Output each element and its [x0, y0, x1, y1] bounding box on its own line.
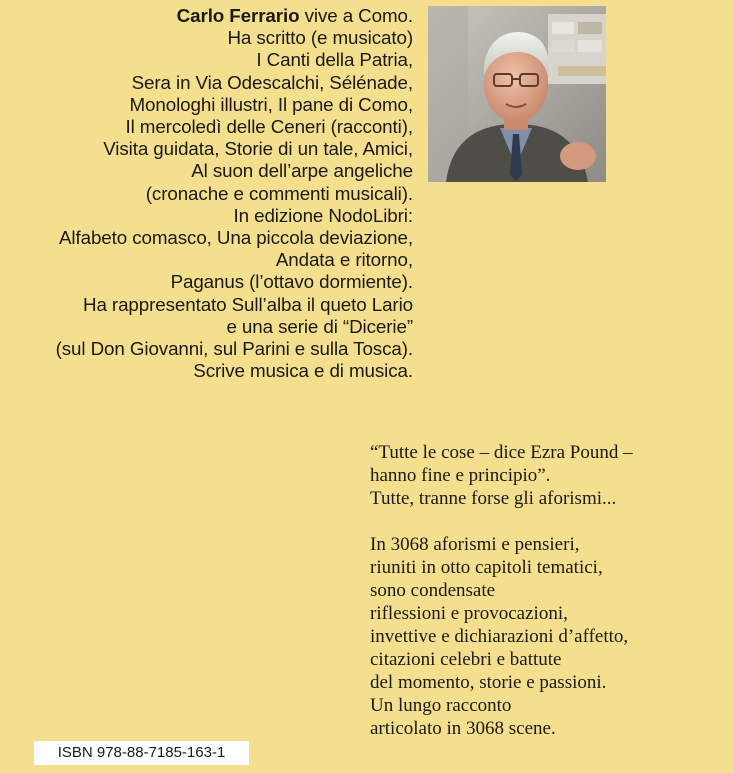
back-cover-blurb [370, 441, 730, 740]
description-line: invettive e dichiarazioni d’affetto, [370, 626, 629, 647]
bio-line: Ha rappresentato Sull’alba il queto Lario [82, 293, 413, 315]
quote-line: Tutte, tranne forse gli aforismi... [370, 488, 617, 509]
bio-line: (cronache e commenti musicali). [145, 182, 413, 204]
author-bio [8, 5, 413, 382]
paragraph-gap [370, 510, 730, 533]
bio-line: e una serie di “Dicerie” [226, 315, 413, 337]
description-line: sono condensate [370, 580, 496, 601]
bio-line: Scrive musica e di musica. [193, 360, 413, 382]
bio-line: Ha scritto (e musicato) [227, 27, 413, 49]
description-line: Un lungo racconto [370, 695, 512, 716]
bio-line: Visita guidata, Storie di un tale, Amici, [103, 138, 413, 160]
bio-line: Al suon dell’arpe angeliche [191, 160, 413, 182]
description-line: articolato in 3068 scene. [370, 718, 556, 739]
description-line: del momento, storie e passioni. [370, 672, 607, 693]
bio-line: Monologhi illustri, Il pane di Como, [129, 93, 413, 115]
bio-line: Andata e ritorno, [275, 249, 413, 271]
description-line: In 3068 aforismi e pensieri, [370, 534, 580, 555]
description-line: citazioni celebri e battute [370, 649, 562, 670]
quote-line: “Tutte le cose – dice Ezra Pound – [370, 442, 633, 463]
description-line: riflessioni e provocazioni, [370, 603, 568, 624]
isbn-label: ISBN 978-88-7185-163-1 [34, 741, 249, 765]
bio-line: In edizione NodoLibri: [233, 204, 413, 226]
author-portrait-image [428, 6, 606, 182]
bio-line: Paganus (l’ottavo dormiente). [170, 271, 413, 293]
bio-line-intro [8, 5, 413, 27]
bio-line: Sera in Via Odescalchi, Sélénade, [131, 71, 413, 93]
bio-line: Alfabeto comasco, Una piccola deviazione, [59, 227, 413, 249]
bio-line: Il mercoledì delle Ceneri (racconti), [125, 116, 413, 138]
description-line: riuniti in otto capitoli tematici, [370, 557, 603, 578]
bio-line-text: vive a Como. [299, 5, 413, 26]
quote-line: hanno fine e principio”. [370, 465, 551, 486]
author-name: Carlo Ferrario [176, 5, 300, 26]
author-photo [428, 6, 606, 182]
bio-line: (sul Don Giovanni, sul Parini e sulla Tosca). [55, 338, 413, 360]
bio-line: I Canti della Patria, [256, 49, 413, 71]
